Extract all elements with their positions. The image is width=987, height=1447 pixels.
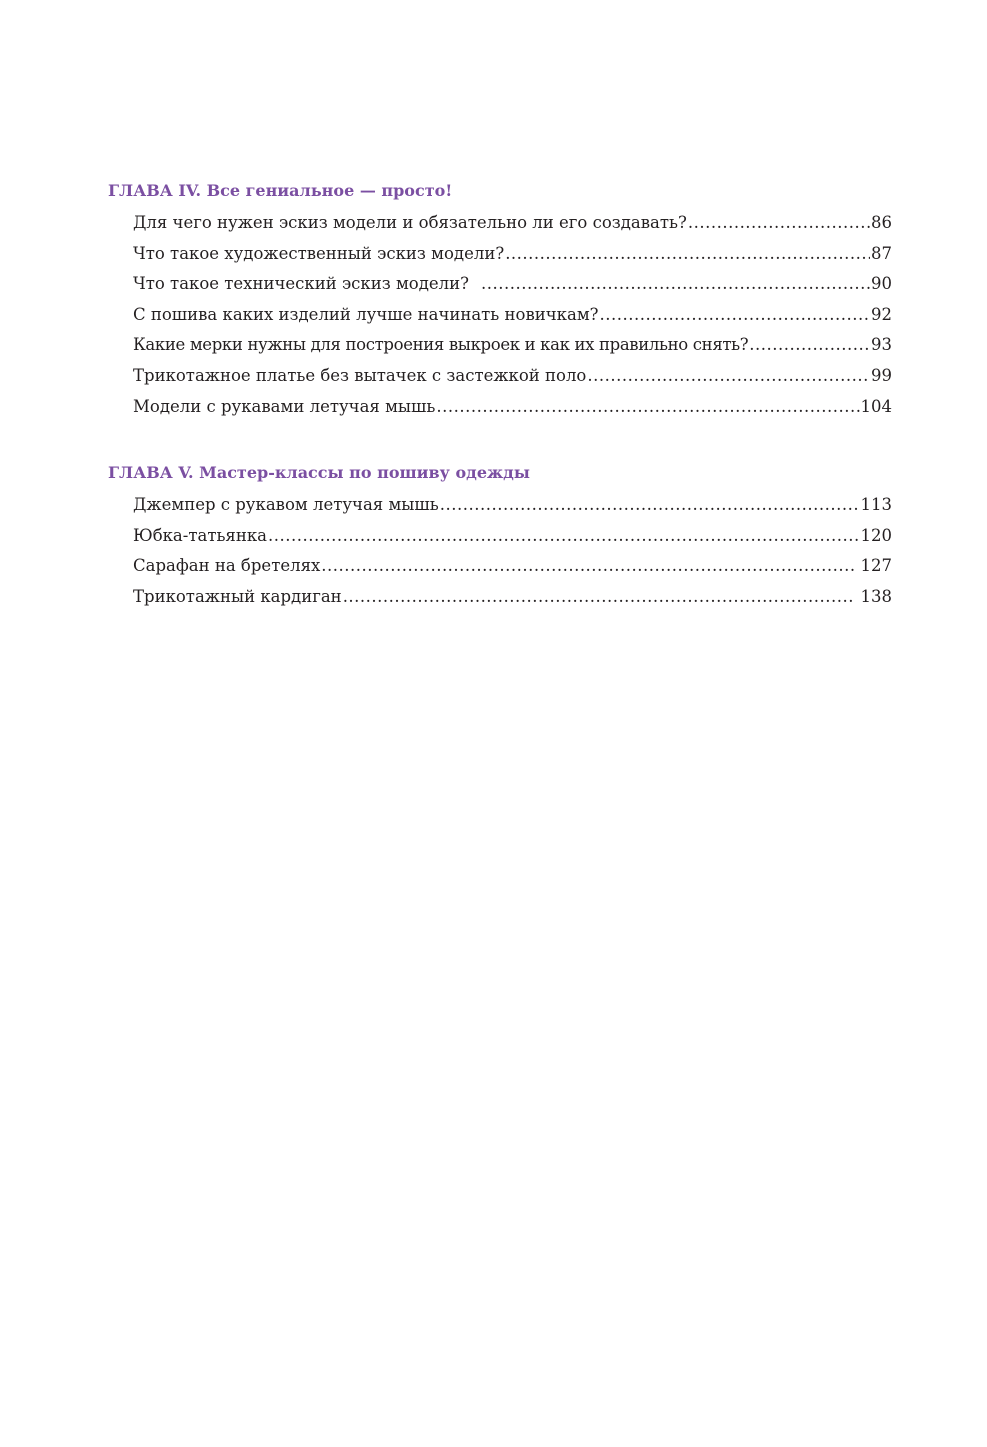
dot-leader bbox=[440, 490, 860, 521]
toc-entry-page: 99 bbox=[871, 365, 892, 385]
toc-entry-text: Что такое художественный эскиз модели? bbox=[133, 243, 505, 263]
toc-entry-page: 104 bbox=[860, 396, 892, 416]
chapter-iv-entries bbox=[108, 208, 892, 422]
toc-entry-page: 127 bbox=[860, 556, 892, 576]
toc-entry-page: 113 bbox=[860, 495, 892, 514]
toc-entry-text: Юбка-татьянка bbox=[133, 525, 267, 545]
dot-leader bbox=[587, 361, 870, 392]
toc-entry-text: Какие мерки нужны для построения выкроек и как их правильно снять? bbox=[133, 335, 749, 355]
dot-leader bbox=[749, 330, 870, 361]
dot-leader bbox=[321, 551, 854, 582]
chapter-v-title: ГЛАВА V. Мастер-классы по пошиву одежды bbox=[108, 463, 530, 482]
chapter-iv bbox=[108, 178, 892, 422]
toc-entry-text: Сарафан на бретелях bbox=[133, 556, 321, 576]
toc-entry-page: 92 bbox=[871, 304, 892, 324]
toc-entry-page: 120 bbox=[860, 525, 892, 545]
dot-leader bbox=[600, 300, 871, 331]
toc-entry[interactable] bbox=[133, 521, 892, 552]
dot-leader bbox=[343, 582, 855, 613]
toc-entry[interactable] bbox=[133, 208, 892, 239]
toc-entry-text: Трикотажное платье без вытачек с застежкой поло bbox=[133, 365, 587, 385]
chapter-iv-title: ГЛАВА IV. Все гениальное — просто! bbox=[108, 181, 453, 200]
toc-entry-text: Модели с рукавами летучая мышь bbox=[133, 396, 436, 416]
toc-entry-text: Джемпер с рукавом летучая мышь bbox=[133, 495, 439, 514]
toc-entry[interactable] bbox=[133, 490, 892, 521]
toc-entry-text: Для чего нужен эскиз модели и обязательно ли его создавать? bbox=[133, 213, 687, 232]
toc-entry[interactable] bbox=[133, 330, 892, 361]
toc-entry[interactable] bbox=[133, 361, 892, 392]
toc-entry-page: 86 bbox=[871, 213, 892, 232]
toc-entry[interactable] bbox=[133, 392, 892, 423]
toc-entry[interactable] bbox=[133, 551, 892, 582]
toc-entry-page: 87 bbox=[871, 243, 892, 263]
toc-entry[interactable] bbox=[133, 269, 892, 300]
toc-entry[interactable] bbox=[133, 239, 892, 270]
toc-entry[interactable] bbox=[133, 300, 892, 331]
toc-entry-page: 138 bbox=[860, 586, 892, 606]
chapter-v-entries bbox=[108, 490, 892, 612]
chapter-v bbox=[108, 460, 892, 612]
dot-leader bbox=[481, 269, 870, 300]
toc-entry-page: 90 bbox=[871, 274, 892, 294]
toc-entry-page: 93 bbox=[871, 335, 892, 355]
dot-leader bbox=[268, 521, 860, 552]
toc-entry-text: С пошива каких изделий лучше начинать новичкам? bbox=[133, 304, 599, 324]
toc-entry-text: Трикотажный кардиган bbox=[133, 586, 342, 606]
dot-leader bbox=[436, 392, 859, 423]
dot-leader bbox=[688, 208, 870, 239]
dot-leader bbox=[505, 239, 870, 270]
toc-entry-text: Что такое технический эскиз модели? bbox=[133, 274, 469, 294]
toc-entry[interactable] bbox=[133, 582, 892, 613]
